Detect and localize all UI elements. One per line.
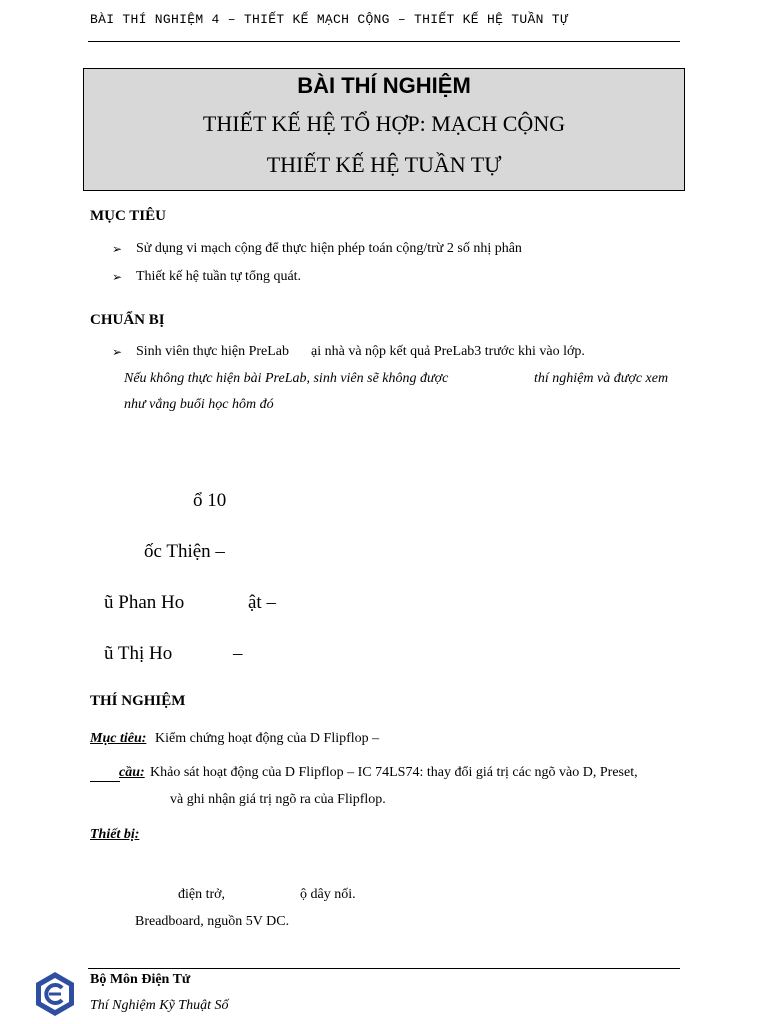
footer-rule xyxy=(88,968,680,969)
arrow-bullet-icon: ➢ xyxy=(112,345,123,359)
arrow-bullet-icon: ➢ xyxy=(112,270,123,284)
fragment-text-2: ốc Thiện – xyxy=(144,541,225,562)
section-heading-thi-nghiem: THÍ NGHIỆM xyxy=(90,693,186,709)
objective-item-2: Thiết kế hệ tuần tự tổng quát. xyxy=(136,269,302,284)
equipment-breadboard: Breadboard, nguồn 5V DC. xyxy=(135,914,290,929)
fragment-text-3b: ật – xyxy=(248,592,276,613)
title-box xyxy=(83,68,685,191)
header-rule xyxy=(88,41,680,42)
prep-item-part2: ại nhà và nộp kết quả PreLab3 trước khi vào lớp. xyxy=(311,344,585,359)
section-heading-chuan-bi: CHUẨN BỊ xyxy=(90,312,165,328)
fragment-text-1: ổ 10 xyxy=(193,490,227,511)
section-heading-muc-tieu: MỤC TIÊU xyxy=(90,208,166,224)
prep-note-line1-b: thí nghiệm và được xem xyxy=(534,371,669,386)
prep-note-line2: như vắng buổi học hôm đó xyxy=(124,397,274,412)
requirement-line-1: Khảo sát hoạt động của D Flipflop – IC 74LS74: thay đổi giá trị các ngõ vào D, Preset, xyxy=(150,765,638,780)
title-line-1: BÀI THÍ NGHIỆM xyxy=(297,73,471,98)
requirement-label: cầu: xyxy=(119,765,145,780)
objective-label: Mục tiêu: xyxy=(90,731,147,746)
equipment-resistors: điện trở, xyxy=(178,887,226,902)
title-line-3: THIẾT KẾ HỆ TUẦN TỰ xyxy=(266,152,502,177)
university-logo-icon xyxy=(33,970,77,1018)
equipment-wires: ộ dây nối. xyxy=(300,887,356,902)
prep-note-line1-a: Nếu không thực hiện bài PreLab, sinh viên sẽ không được xyxy=(124,371,449,386)
fragment-text-3a: ũ Phan Ho xyxy=(104,592,185,613)
objective-text: Kiểm chứng hoạt động của D Flipflop – xyxy=(155,731,380,746)
footer-course: Thí Nghiệm Kỹ Thuật Số xyxy=(90,998,229,1013)
blank-underline xyxy=(90,781,120,782)
arrow-bullet-icon: ➢ xyxy=(112,242,123,256)
title-line-2: THIẾT KẾ HỆ TỔ HỢP: MẠCH CỘNG xyxy=(202,111,566,136)
objective-item-1: Sử dụng vi mạch cộng để thực hiện phép toán cộng/trừ 2 số nhị phân xyxy=(136,241,522,256)
fragment-text-4a: ũ Thị Ho xyxy=(104,643,173,664)
footer-department: Bộ Môn Điện Tử xyxy=(90,972,191,987)
running-header: BÀI THÍ NGHIỆM 4 – THIẾT KẾ MẠCH CỘNG – THIẾT KẾ HỆ TUẦN TỰ xyxy=(90,12,568,27)
fragment-text-4b: – xyxy=(233,643,243,664)
prep-item-part1: Sinh viên thực hiện PreLab xyxy=(136,344,290,359)
equipment-label: Thiết bị: xyxy=(90,827,140,842)
requirement-line-2: và ghi nhận giá trị ngõ ra của Flipflop. xyxy=(170,792,386,807)
